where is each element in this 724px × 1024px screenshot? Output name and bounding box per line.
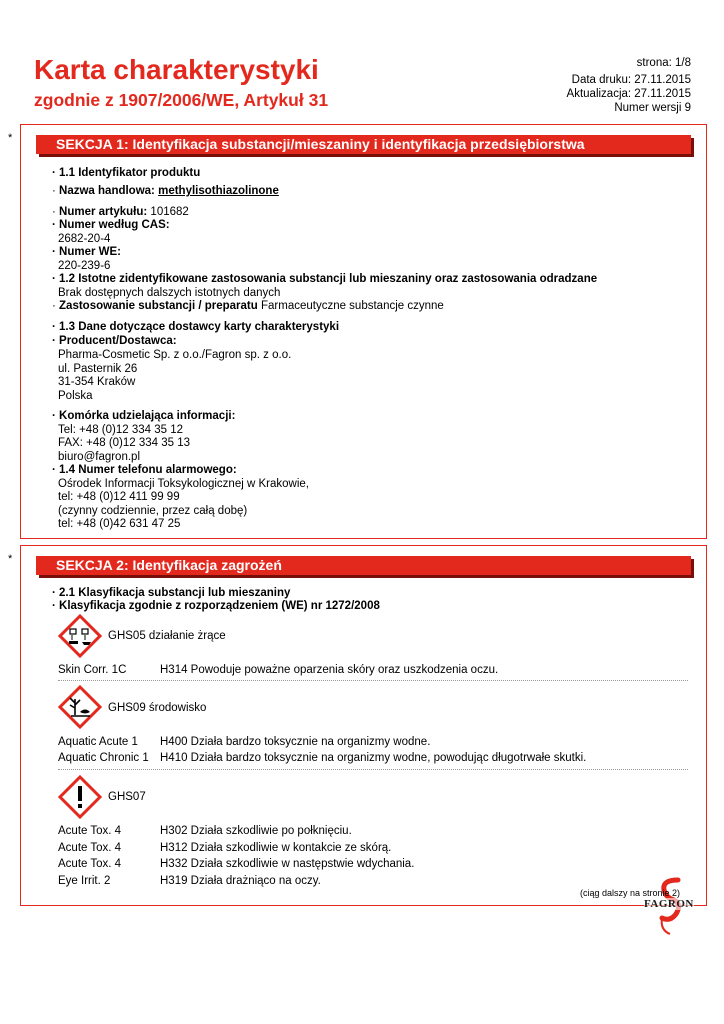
- ghs07-label: GHS07: [108, 791, 146, 803]
- uses-heading: · 1.2 Istotne zidentyfikowane zastosowania substancji lub mieszaniny oraz zastosowania odradzane: [52, 273, 598, 285]
- application-row: · Zastosowanie substancji / preparatu Farmaceutyczne substancje czynne: [52, 300, 444, 312]
- hazard-class: Aquatic Chronic 1: [58, 752, 149, 764]
- article-number-row: · Numer artykułu: 101682: [52, 206, 189, 218]
- emergency-line: (czynny codziennie, przez całą dobę): [58, 505, 248, 517]
- producer-line: 31-354 Kraków: [58, 376, 136, 388]
- emergency-line: tel: +48 (0)42 631 47 25: [58, 518, 181, 530]
- exclamation-mark-icon: [58, 775, 102, 819]
- producer-line: Polska: [58, 390, 93, 402]
- regulation-heading: · Klasyfikacja zgodnie z rozporządzeniem (WE) nr 1272/2008: [52, 600, 380, 612]
- hazard-statement: H410 Działa bardzo toksycznie na organizmy wodne, powodując długotrwałe skutki.: [160, 752, 587, 764]
- hazard-class: Eye Irrit. 2: [58, 875, 111, 887]
- classification-heading: · 2.1 Klasyfikacja substancji lub mieszaniny: [52, 587, 291, 599]
- hazard-class: Skin Corr. 1C: [58, 664, 127, 676]
- hazard-class: Acute Tox. 4: [58, 842, 122, 854]
- hazard-class: Acute Tox. 4: [58, 825, 122, 837]
- change-marker: *: [8, 553, 13, 565]
- supplier-heading: · 1.3 Dane dotyczące dostawcy karty charakterystyki: [52, 321, 340, 333]
- info-line: Tel: +48 (0)12 334 35 12: [58, 424, 183, 436]
- hazard-statement: H319 Działa drażniąco na oczy.: [160, 875, 321, 887]
- ghs09-label: GHS09 środowisko: [108, 702, 207, 714]
- info-label: · Komórka udzielająca informacji:: [52, 410, 236, 422]
- cas-value: 2682-20-4: [58, 233, 111, 245]
- emergency-line: tel: +48 (0)12 411 99 99: [58, 491, 180, 503]
- trade-name-value: methylisothiazolinone: [158, 185, 279, 197]
- we-label: · Numer WE:: [52, 246, 122, 258]
- info-line: FAX: +48 (0)12 334 35 13: [58, 437, 191, 449]
- hazard-statement: H314 Powoduje poważne oparzenia skóry oraz uszkodzenia oczu.: [160, 664, 499, 676]
- change-marker: *: [8, 132, 13, 144]
- section-1-heading: SEKCJA 1: Identyfikacja substancji/mieszaniny i identyfikacja przedsiębiorstwa: [36, 135, 691, 154]
- section-2-heading: SEKCJA 2: Identyfikacja zagrożeń: [36, 556, 691, 575]
- page-number: strona: 1/8: [636, 57, 691, 69]
- ghs05-label: GHS05 działanie żrące: [108, 630, 226, 642]
- print-date: Data druku: 27.11.2015: [571, 74, 691, 86]
- uses-text: Brak dostępnych dalszych istotnych danych: [58, 287, 281, 299]
- trade-name-row: · Nazwa handlowa: methylisothiazolinone: [52, 185, 279, 197]
- product-identifier-heading: · 1.1 Identyfikator produktu: [52, 167, 201, 179]
- we-value: 220-239-6: [58, 260, 111, 272]
- info-line: biuro@fagron.pl: [58, 451, 140, 463]
- environment-icon: [58, 685, 102, 729]
- fagron-logo-text: FAGRON: [644, 898, 694, 910]
- emergency-line: Ośrodek Informacji Toksykologicznej w Krakowie,: [58, 478, 309, 490]
- hazard-statement: H400 Działa bardzo toksycznie na organizmy wodne.: [160, 736, 431, 748]
- hazard-class: Aquatic Acute 1: [58, 736, 138, 748]
- continued-note: (ciąg dalszy na stronie 2): [580, 888, 681, 898]
- cas-label: · Numer według CAS:: [52, 219, 170, 231]
- document-title: Karta charakterystyki: [34, 54, 319, 85]
- producer-line: ul. Pasternik 26: [58, 363, 138, 375]
- hazard-statement: H332 Działa szkodliwie w następstwie wdychania.: [160, 858, 415, 870]
- hazard-statement: H302 Działa szkodliwie po połknięciu.: [160, 825, 352, 837]
- divider: [58, 680, 688, 681]
- document-subtitle: zgodnie z 1907/2006/WE, Artykuł 31: [34, 90, 329, 110]
- corrosion-icon: [58, 614, 102, 658]
- producer-label: · Producent/Dostawca:: [52, 335, 177, 347]
- emergency-heading: · 1.4 Numer telefonu alarmowego:: [52, 464, 237, 476]
- version-number: Numer wersji 9: [614, 102, 691, 114]
- divider: [58, 769, 688, 770]
- producer-line: Pharma-Cosmetic Sp. z o.o./Fagron sp. z o.o.: [58, 349, 292, 361]
- update-date: Aktualizacja: 27.11.2015: [566, 88, 691, 100]
- hazard-class: Acute Tox. 4: [58, 858, 122, 870]
- hazard-statement: H312 Działa szkodliwie w kontakcie ze skórą.: [160, 842, 392, 854]
